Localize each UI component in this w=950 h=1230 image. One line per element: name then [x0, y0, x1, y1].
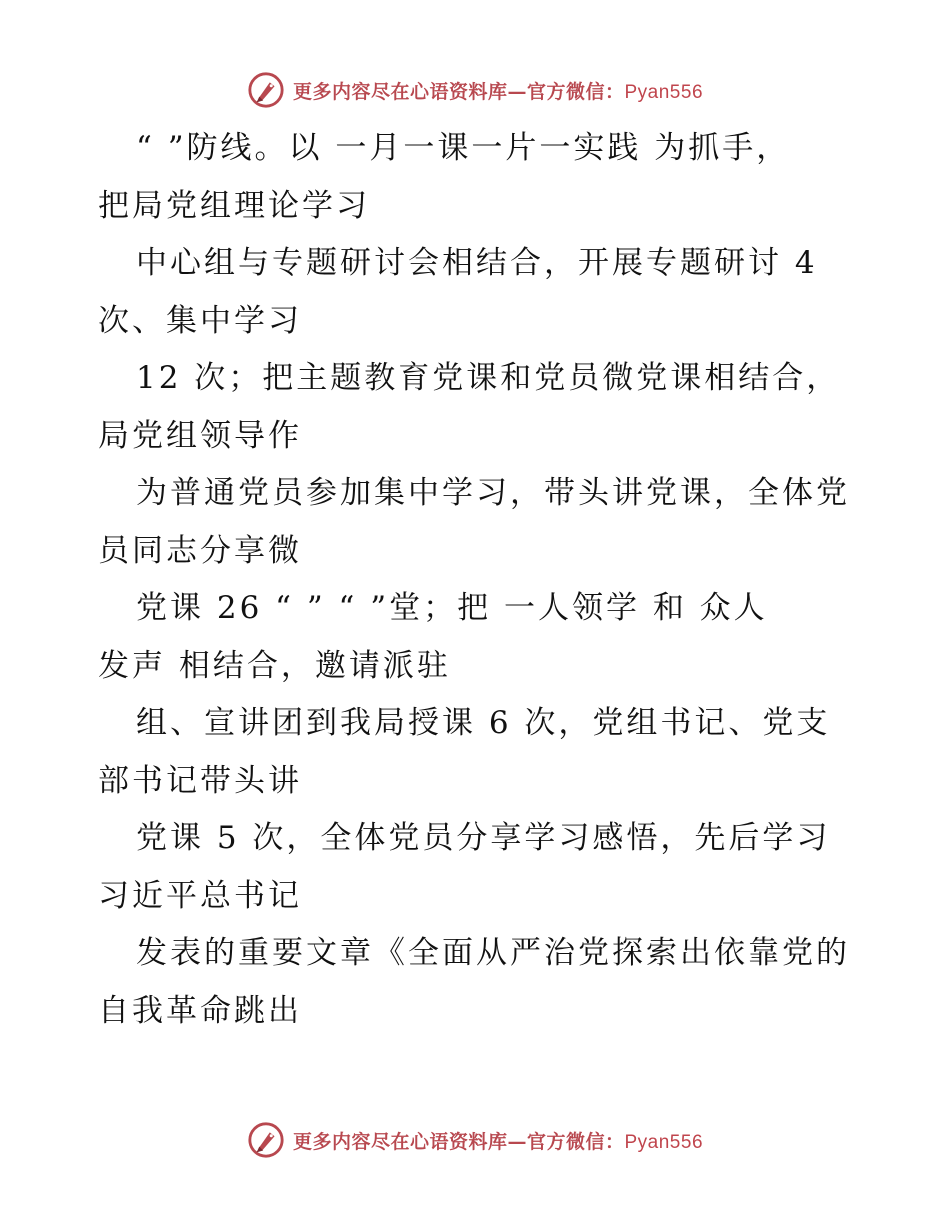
pen-nib-logo-icon: [247, 71, 285, 109]
paragraph-line: 部书记带头讲: [98, 762, 302, 799]
watermark-site-text: 更多内容尽在心语资料库: [292, 80, 508, 103]
paragraph-line: 次、集中学习: [98, 302, 302, 339]
watermark-wechat-label: 官方微信：: [526, 80, 625, 103]
paragraph-line: 把局党组理论学习: [98, 187, 370, 224]
watermark-dash: —: [507, 80, 527, 103]
paragraph-line: 中心组与专题研讨会相结合，开展专题研讨 4: [136, 245, 818, 281]
watermark-dash: —: [507, 1130, 527, 1153]
footer-watermark: [0, 1118, 950, 1162]
pen-nib-logo-icon: [247, 1121, 285, 1159]
header-watermark: [0, 68, 950, 112]
paragraph-line: 自我革命跳出: [98, 992, 302, 1029]
paragraph-line: 12 次；把主题教育党课和党员微党课相结合，: [136, 360, 841, 396]
watermark-wechat-id: Pyan556: [624, 81, 704, 103]
paragraph-line: 组、宣讲团到我局授课 6 次，党组书记、党支: [136, 705, 831, 741]
document-body: [98, 120, 858, 1040]
paragraph-line: 发声 相结合，邀请派驻: [98, 647, 451, 684]
paragraph-line: 党课 26 “ ” “ ”堂；把 一人领学 和 众人: [136, 590, 768, 626]
watermark-wechat-label: 官方微信：: [526, 1130, 625, 1153]
paragraph-line: 党课 5 次，全体党员分享学习感悟，先后学习: [136, 820, 831, 856]
watermark-text: [293, 77, 703, 104]
watermark-wechat-id: Pyan556: [624, 1131, 704, 1153]
paragraph-line: 为普通党员参加集中学习，带头讲党课，全体党: [136, 475, 850, 511]
paragraph-line: 发表的重要文章《全面从严治党探索出依靠党的: [136, 935, 850, 971]
watermark-site-text: 更多内容尽在心语资料库: [292, 1130, 508, 1153]
watermark-text: [293, 1127, 703, 1154]
paragraph-line: “ ”防线。以 一月一课一片一实践 为抓手，: [136, 130, 791, 166]
paragraph-line: 局党组领导作: [98, 417, 302, 454]
paragraph-line: 员同志分享微: [98, 532, 302, 569]
paragraph-line: 习近平总书记: [98, 877, 302, 914]
